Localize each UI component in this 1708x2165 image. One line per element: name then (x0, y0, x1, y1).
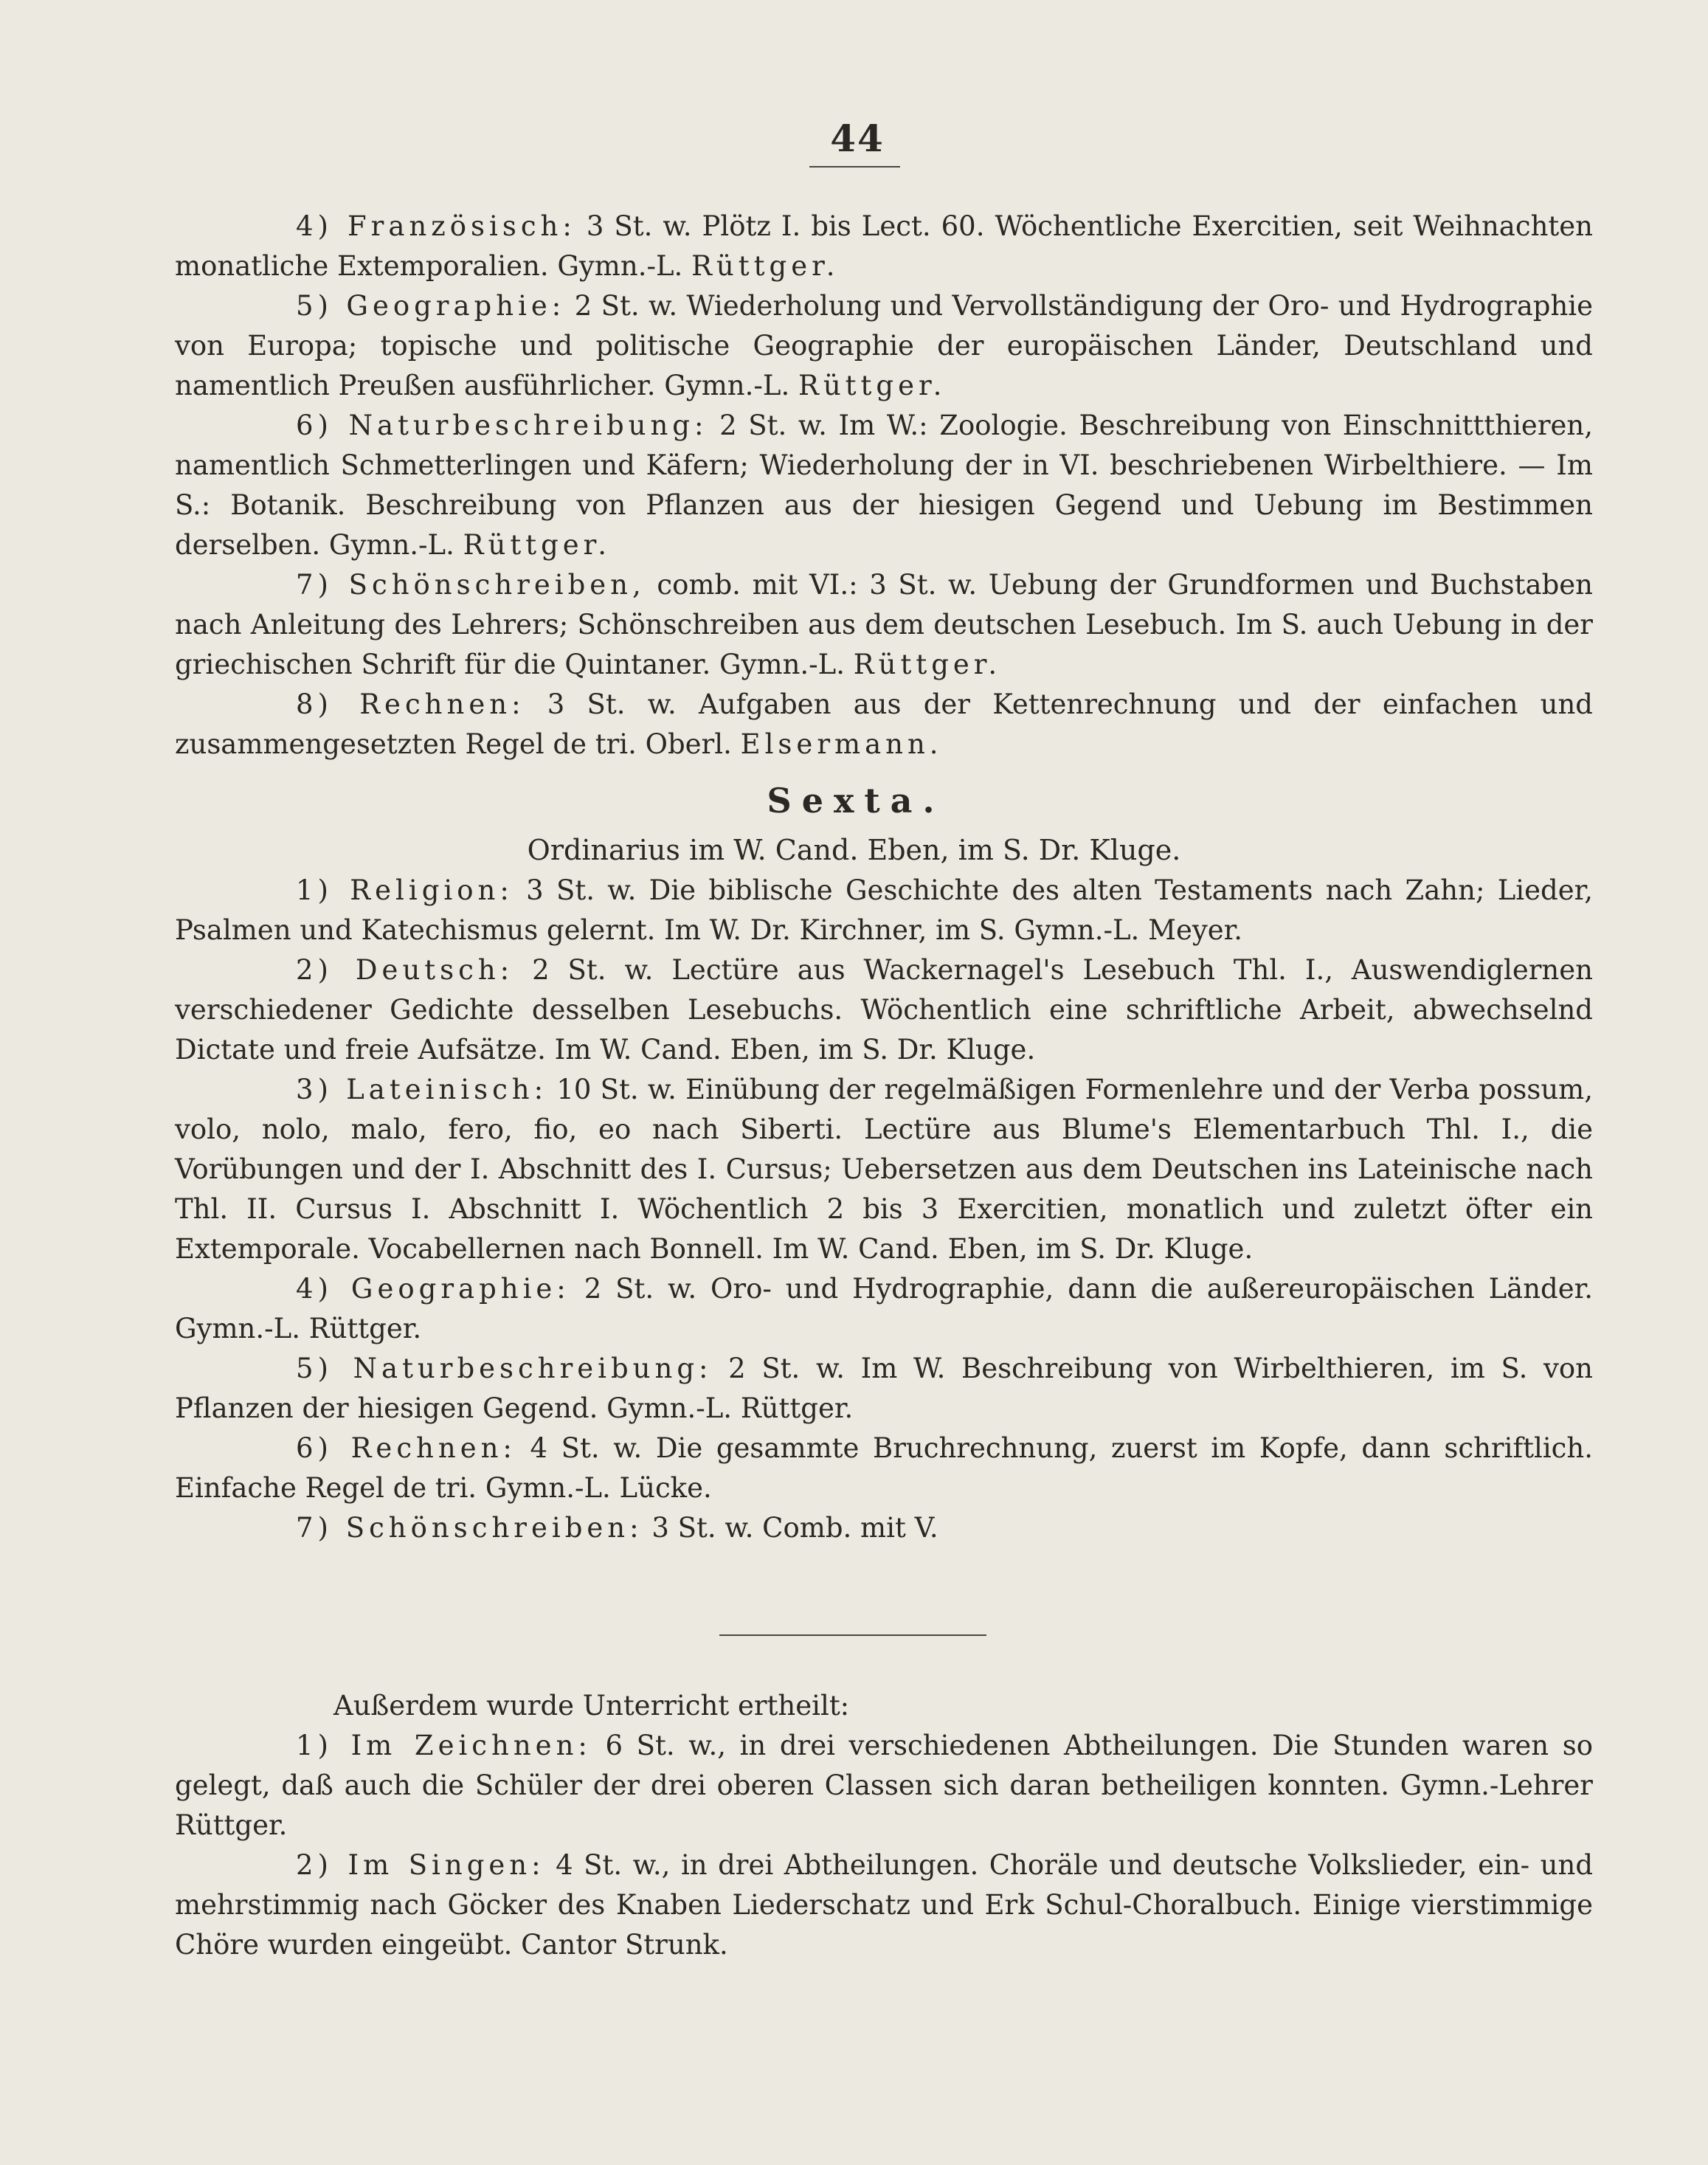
subject-label: 2) Im Singen: (296, 1849, 545, 1881)
item-text: 3 St. w. Aufgaben aus der Kettenrechnung und der einfachen und zusammengesetzten Regel de tri. Oberl. (175, 688, 1593, 760)
item-text: 4 St. w., in drei Abtheilungen. Choräle und deutsche Volkslieder, ein- und mehrstimmig nach Göcker des Knaben Liederschatz und Erk Schul-Choralbuch. Einige vierstimmige Chöre wurden eingeübt. Cantor Strunk. (175, 1849, 1593, 1961)
item-text: 3 St. w. Plötz I. bis Lect. 60. Wöchentliche Exercitien, seit Weihnachten monatliche Extemporalien. Gymn.-L. (175, 210, 1593, 282)
list-item (175, 1726, 1593, 1845)
list-item (175, 1429, 1593, 1508)
list-item (175, 207, 1593, 286)
section-heading-sexta: Sexta. (767, 781, 945, 821)
subject-label: 1) Im Zeichnen: (296, 1730, 592, 1761)
subject-label: 4) Französisch: (296, 210, 576, 242)
list-item (175, 286, 1593, 406)
list-item (175, 950, 1593, 1070)
subject-label: 5) Naturbeschreibung: (296, 1353, 713, 1384)
subject-label: 4) Geographie: (296, 1273, 570, 1305)
extra-intro: Außerdem wurde Unterricht ertheilt: (333, 1690, 850, 1722)
item-text: 3 St. w. Comb. mit V. (643, 1512, 938, 1544)
item-text: 6 St. w., in drei verschiedenen Abtheilungen. Die Stunden waren so gelegt, daß auch die Schüler der drei oberen Classen sich daran betheiligen konnten. Gymn.-Lehrer Rüttger. (175, 1730, 1593, 1841)
list-item (175, 1070, 1593, 1269)
section-subtitle: Ordinarius im W. Cand. Eben, im S. Dr. Kluge. (527, 834, 1181, 866)
teacher-name: Rüttger. (463, 529, 612, 561)
item-text: 2 St. w. Lectüre aus Wackernagel's Lesebuch Thl. I., Auswendiglernen verschiedener Gedichte desselben Lesebuchs. Wöchentlich eine schriftliche Arbeit, abwechselnd Dictate und freie Aufsätze. Im W. Cand. Eben, im S. Dr. Kluge. (175, 954, 1593, 1066)
item-text: 2 St. w. Wiederholung und Vervollständigung der Oro- und Hydrographie von Europa; topische und politische Geographie der europäischen Länder, Deutschland und namentlich Preußen ausführlicher. Gymn.-L. (175, 290, 1593, 401)
list-item (175, 871, 1593, 950)
item-text: 2 St. w. Oro- und Hydrographie, dann die außereuropäischen Länder. Gymn.-L. Rüttger. (175, 1273, 1594, 1344)
item-text: comb. mit VI.: 3 St. w. Uebung der Grundformen und Buchstaben nach Anleitung des Lehrers; Schönschreiben aus dem deutschen Lesebuch. Im S. auch Uebung in der griechischen Schrift für die Quintaner. Gymn.-L. (175, 569, 1593, 680)
subject-label: 5) Geographie: (296, 290, 566, 322)
subject-label: 2) Deutsch: (296, 954, 514, 986)
teacher-name: Rüttger. (853, 649, 1002, 680)
subject-label: 1) Religion: (296, 874, 514, 906)
subject-label: 6) Rechnen: (296, 1432, 516, 1464)
subject-label: 8) Rechnen: (296, 688, 525, 720)
section-divider (719, 1634, 986, 1636)
list-item (175, 1508, 1593, 1548)
header-rule (809, 166, 900, 168)
subject-label: 7) Schönschreiben: (296, 1512, 643, 1544)
subject-label: 6) Naturbeschreibung: (296, 410, 708, 441)
extra-instruction-block (175, 1686, 1593, 1965)
list-item (175, 406, 1593, 565)
item-text: 2 St. w. Im W. Beschreibung von Wirbelthieren, im S. von Pflanzen der hiesigen Gegend. Gymn.-L. Rüttger. (175, 1353, 1593, 1424)
teacher-name: Rüttger. (798, 370, 947, 401)
item-text: 4 St. w. Die gesammte Bruchrechnung, zuerst im Kopfe, dann schriftlich. Einfache Regel de tri. Gymn.-L. Lücke. (175, 1432, 1593, 1504)
subject-label: 3) Lateinisch: (296, 1074, 548, 1105)
list-item (175, 565, 1593, 685)
list-item (175, 1845, 1593, 1965)
list-item (175, 685, 1593, 764)
sexta-block (175, 871, 1593, 1548)
list-item (175, 1349, 1593, 1429)
page-number: 44 (830, 117, 885, 160)
item-text: 10 St. w. Einübung der regelmäßigen Formenlehre und der Verba possum, volo, nolo, malo, fero, fio, eo nach Siberti. Lectüre aus Blume's Elementarbuch Thl. I., die Vorübungen und der I. Abschnitt des I. Cursus; Uebersetzen aus dem Deutschen ins Lateinische nach Thl. II. Cursus I. Abschnitt I. Wöchentlich 2 bis 3 Exercitien, monatlich und zuletzt öfter ein Extemporale. Vocabellernen nach Bonnell. Im W. Cand. Eben, im S. Dr. Kluge. (175, 1074, 1593, 1265)
quinta-continued-block (175, 207, 1593, 764)
item-text: 2 St. w. Im W.: Zoologie. Beschreibung von Einschnittthieren, namentlich Schmetterlingen und Käfern; Wiederholung der in VI. beschriebenen Wirbelthiere. — Im S.: Botanik. Beschreibung von Pflanzen aus der hiesigen Gegend und Uebung im Bestimmen derselben. Gymn.-L. (175, 410, 1594, 561)
list-item (175, 1269, 1593, 1349)
item-text: 3 St. w. Die biblische Geschichte des alten Testaments nach Zahn; Lieder, Psalmen und Katechismus gelernt. Im W. Dr. Kirchner, im S. Gymn.-L. Meyer. (175, 874, 1593, 946)
teacher-name: Rüttger. (691, 250, 840, 282)
subject-label: 7) Schönschreiben, (296, 569, 646, 601)
teacher-name: Elsermann. (740, 728, 943, 760)
